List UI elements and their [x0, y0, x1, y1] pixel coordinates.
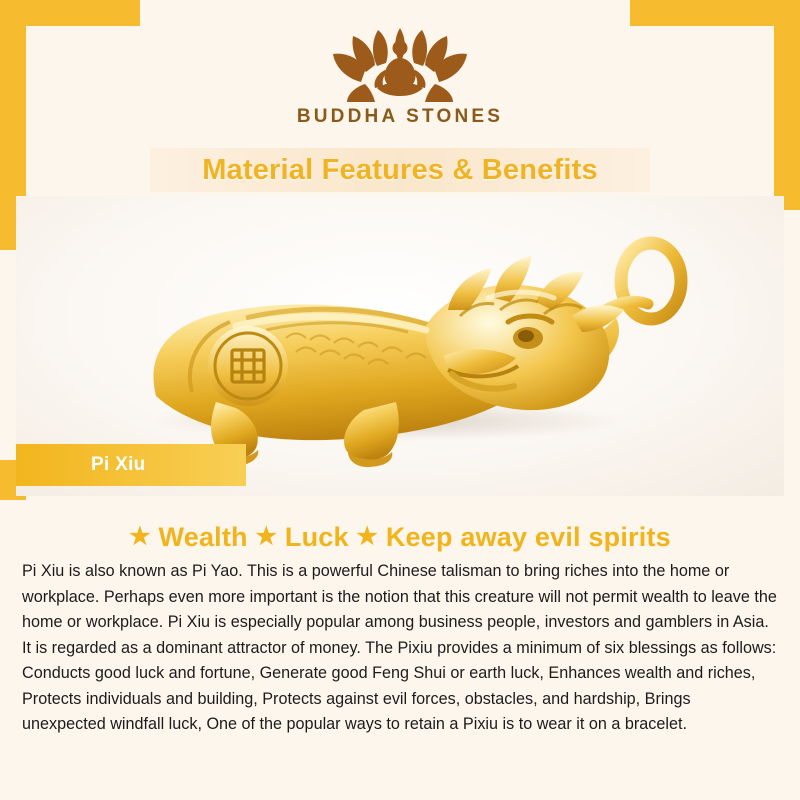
- gold-pixiu-figure-illustration: [96, 206, 716, 476]
- lotus-meditation-figure-icon: [325, 22, 475, 104]
- product-caption-tag: [16, 444, 246, 486]
- benefit-label-luck: Luck: [284, 522, 349, 552]
- benefit-label-wealth: Wealth: [158, 522, 248, 552]
- section-title-banner: [150, 148, 650, 192]
- star-icon: ★: [255, 523, 278, 550]
- product-name: Pi Xiu: [91, 454, 146, 475]
- benefit-label-evil-spirits: Keep away evil spirits: [385, 522, 671, 552]
- brand-header: [0, 0, 800, 145]
- star-icon: ★: [129, 523, 151, 550]
- brand-name: BUDDHA STONES: [296, 106, 504, 127]
- description-paragraph: Pi Xiu is also known as Pi Yao. This is a powerful Chinese talisman to bring riches into the home or workplace. Perhaps even more important is the notion that this creature will not permit wealth to leave the home or workplace. Pi Xiu is especially popular among business people, investors and gamblers in Asia. It is regarded as a dominant attractor of money. The Pixiu provides a minimum of six blessings as follows: Conducts good luck and fortune, Generate good Feng Shui or earth luck, Enhances wealth and riches, Protects individuals and building, Protects against evil forces, obstacles, and hardship, Brings unexpected windfall luck, One of the popular ways to retain a Pixiu is to wear it on a bracelet.: [22, 562, 777, 733]
- page-title: Material Features & Benefits: [202, 153, 598, 186]
- star-icon: ★: [356, 523, 379, 550]
- description-section: [0, 500, 800, 800]
- benefits-headline: [0, 522, 800, 553]
